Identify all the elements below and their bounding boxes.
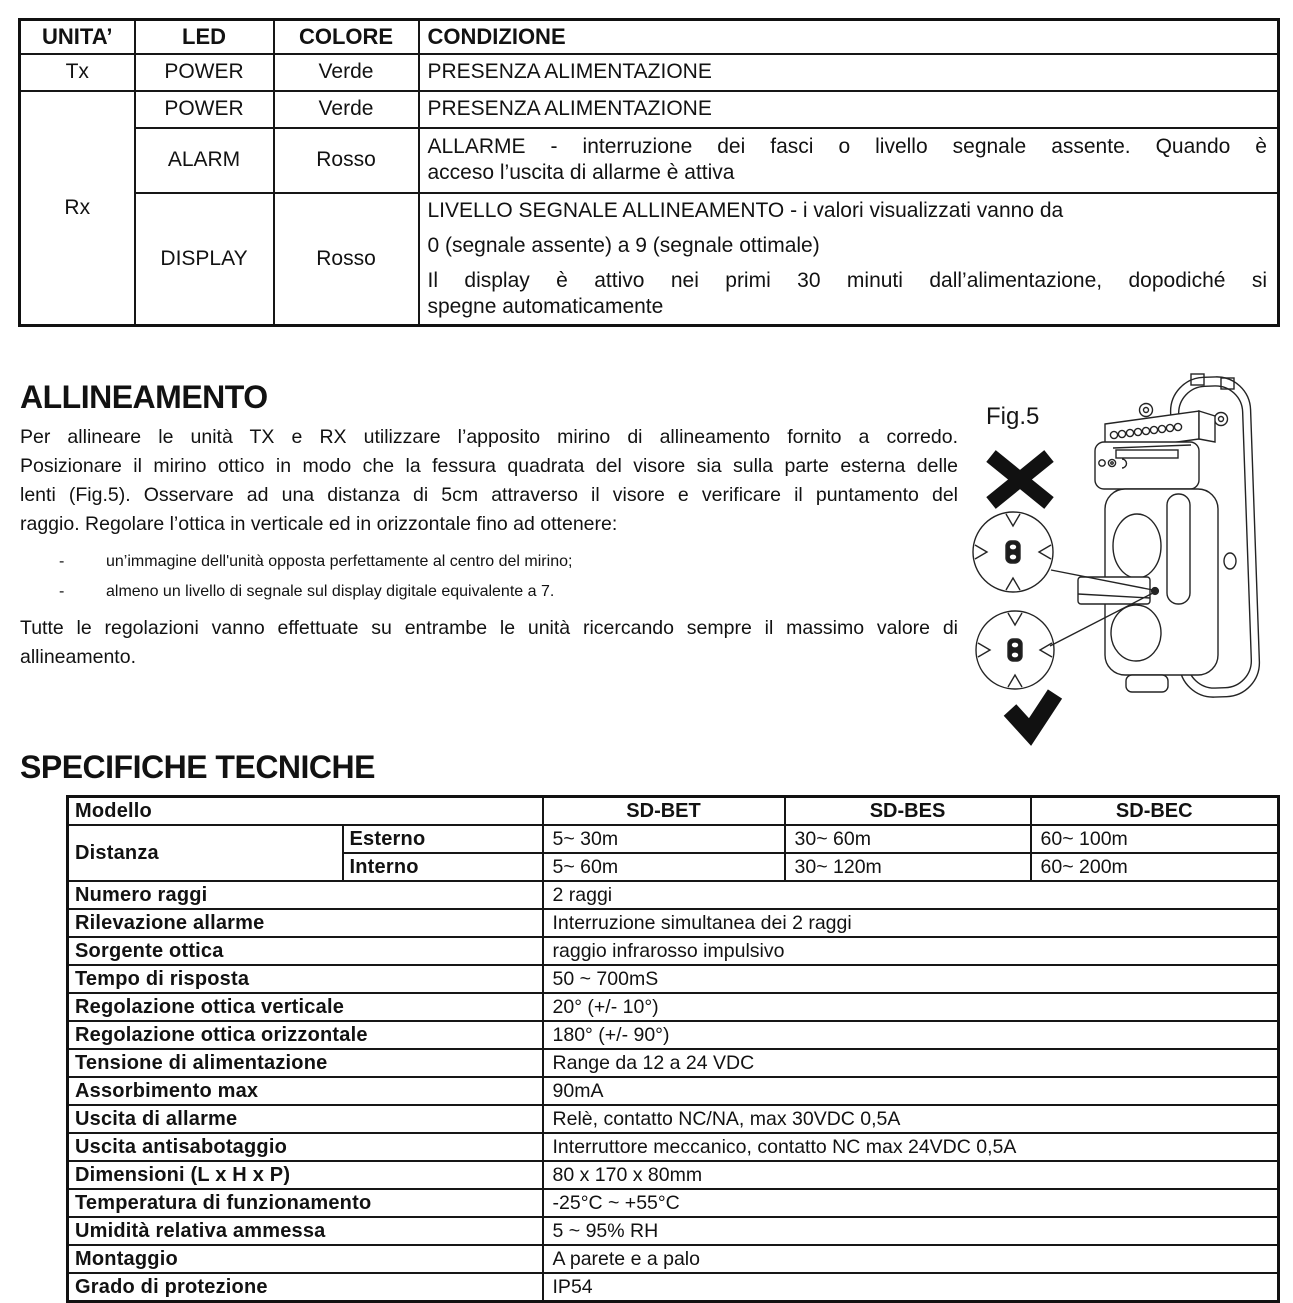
alignment-figure-drawing: [953, 372, 1293, 752]
cell-color: Verde: [274, 91, 419, 128]
upper-lens: [1113, 514, 1161, 578]
lower-lens: [1111, 605, 1161, 661]
bullet-text: almeno un livello di segnale sul display digitale equivalente a 7.: [106, 583, 555, 600]
alignment-paragraph-1: [20, 423, 958, 539]
table-row-rx-alarm: [20, 128, 1279, 193]
spec-label: Sorgente ottica: [68, 937, 543, 965]
spec-label: Regolazione ottica verticale: [68, 993, 543, 1021]
spec-label: Uscita di allarme: [68, 1105, 543, 1133]
table-row-tx-power: [20, 54, 1279, 91]
spec-row: [68, 1245, 1279, 1273]
bullet-dash: -: [59, 553, 65, 570]
spec-row: [68, 1105, 1279, 1133]
spec-row: [68, 993, 1279, 1021]
spec-row: [68, 1217, 1279, 1245]
paragraph-line: Posizionare il mirino ottico in modo che la fessura quadrata del visore sia sulla parte esterna delle: [20, 455, 958, 477]
cell-condition: [419, 128, 1279, 193]
spec-value: Interruzione simultanea dei 2 raggi: [543, 909, 1279, 937]
led-status-table: [18, 18, 1280, 327]
spec-value: -25°C ~ +55°C: [543, 1189, 1279, 1217]
cell-led: POWER: [135, 54, 274, 91]
spec-label-esterno: Esterno: [343, 825, 543, 853]
spec-label-interno: Interno: [343, 853, 543, 881]
cell-led: DISPLAY: [135, 193, 274, 326]
list-item: [20, 547, 958, 577]
spec-label: Regolazione ottica orizzontale: [68, 1021, 543, 1049]
spec-label: Umidità relativa ammessa: [68, 1217, 543, 1245]
spec-row: [68, 881, 1279, 909]
bullet-text: un’immagine dell'unità opposta perfettamente al centro del mirino;: [106, 553, 573, 570]
spec-value: 30~ 60m: [785, 825, 1031, 853]
list-item: [20, 577, 958, 607]
spec-model-row: [68, 797, 1279, 826]
spec-value: 50 ~ 700mS: [543, 965, 1279, 993]
alignment-title: ALLINEAMENTO: [20, 379, 268, 415]
sensor-head: [1095, 442, 1199, 489]
spec-label: Numero raggi: [68, 881, 543, 909]
cell-condition: PRESENZA ALIMENTAZIONE: [419, 91, 1279, 128]
condition-line: spegne automaticamente: [427, 294, 664, 318]
header-condition: CONDIZIONE: [419, 20, 1279, 54]
spec-value: A parete e a palo: [543, 1245, 1279, 1273]
spec-label: Tensione di alimentazione: [68, 1049, 543, 1077]
technical-specs-table: [66, 795, 1280, 1303]
spec-value: Range da 12 a 24 VDC: [543, 1049, 1279, 1077]
spec-value: raggio infrarosso impulsivo: [543, 937, 1279, 965]
spec-value: 60~ 200m: [1031, 853, 1279, 881]
spec-label: Temperatura di funzionamento: [68, 1189, 543, 1217]
led-table-header-row: [20, 20, 1279, 54]
spec-row: [68, 937, 1279, 965]
condition-line: 0 (segnale assente) a 9 (segnale ottimale): [427, 233, 820, 257]
condition-line: ALLARME - interruzione dei fasci o livello segnale assente. Quando è: [427, 135, 1267, 158]
spec-value: 5~ 30m: [543, 825, 785, 853]
spec-row: [68, 1161, 1279, 1189]
spec-value: 60~ 100m: [1031, 825, 1279, 853]
spec-value: Relè, contatto NC/NA, max 30VDC 0,5A: [543, 1105, 1279, 1133]
spec-row: [68, 1021, 1279, 1049]
viewfinder-circle-correct: [976, 611, 1054, 689]
spec-label: Assorbimento max: [68, 1077, 543, 1105]
header-unit: UNITA’: [20, 20, 135, 54]
spec-value: 30~ 120m: [785, 853, 1031, 881]
spec-label-distanza: Distanza: [68, 825, 343, 881]
condition-line: LIVELLO SEGNALE ALLINEAMENTO - i valori visualizzati vanno da: [427, 198, 1064, 222]
figure-5: [953, 372, 1293, 752]
table-row-rx-display: [20, 193, 1279, 326]
model-sd-bes: SD-BES: [785, 797, 1031, 826]
check-mark-icon: [1010, 694, 1055, 732]
specs-title: SPECIFICHE TECNICHE: [20, 749, 375, 785]
cell-led: POWER: [135, 91, 274, 128]
wrong-mark-icon: [991, 456, 1049, 503]
cell-unit-rx: Rx: [20, 91, 135, 326]
cell-led: ALARM: [135, 128, 274, 193]
spec-row: [68, 1077, 1279, 1105]
alignment-bullet-list: [20, 547, 958, 607]
spec-value: 180° (+/- 90°): [543, 1021, 1279, 1049]
cell-color: Rosso: [274, 193, 419, 326]
model-sd-bet: SD-BET: [543, 797, 785, 826]
condition-line: Il display è attivo nei primi 30 minuti dall’alimentazione, dopodiché si: [427, 268, 1267, 292]
spec-label-model: Modello: [68, 797, 543, 826]
spec-label: Dimensioni (L x H x P): [68, 1161, 543, 1189]
paragraph-line: Tutte le regolazioni vanno effettuate su entrambe le unità ricercando sempre il massimo valore di: [20, 617, 958, 639]
spec-label: Uscita antisabotaggio: [68, 1133, 543, 1161]
spec-distance-esterno-row: [68, 825, 1279, 853]
cell-color: Rosso: [274, 128, 419, 193]
spec-value: IP54: [543, 1273, 1279, 1302]
model-sd-bec: SD-BEC: [1031, 797, 1279, 826]
spec-value: 20° (+/- 10°): [543, 993, 1279, 1021]
header-led: LED: [135, 20, 274, 54]
cell-condition: [419, 193, 1279, 326]
spec-row: [68, 1049, 1279, 1077]
paragraph-line: lenti (Fig.5). Osservare ad una distanza di 5cm attraverso il visore e verificare il puntamento del: [20, 484, 958, 506]
spec-label: Tempo di risposta: [68, 965, 543, 993]
figure-label: Fig.5: [986, 403, 1040, 430]
spec-value: 90mA: [543, 1077, 1279, 1105]
spec-value: 80 x 170 x 80mm: [543, 1161, 1279, 1189]
alignment-paragraph-2: [20, 614, 958, 672]
spec-row: [68, 1189, 1279, 1217]
cell-unit-tx: Tx: [20, 54, 135, 91]
spec-row: [68, 1133, 1279, 1161]
cell-color: Verde: [274, 54, 419, 91]
paragraph-line: allineamento.: [20, 646, 136, 668]
spec-row: [68, 909, 1279, 937]
spec-value: Interruttore meccanico, contatto NC max 24VDC 0,5A: [543, 1133, 1279, 1161]
spec-label: Grado di protezione: [68, 1273, 543, 1302]
condition-line: acceso l’uscita di allarme è attiva: [427, 161, 735, 184]
table-row-rx-power: [20, 91, 1279, 128]
paragraph-line: Per allineare le unità TX e RX utilizzare l’apposito mirino di allineamento fornito a corredo.: [20, 426, 958, 448]
spec-row: [68, 1273, 1279, 1302]
cell-condition: PRESENZA ALIMENTAZIONE: [419, 54, 1279, 91]
alignment-section: [20, 378, 958, 672]
header-color: COLORE: [274, 20, 419, 54]
viewfinder-circle-wrong: [973, 512, 1053, 592]
paragraph-line: raggio. Regolare l’ottica in verticale ed in orizzontale fino ad ottenere:: [20, 513, 618, 535]
spec-label: Montaggio: [68, 1245, 543, 1273]
spec-row: [68, 965, 1279, 993]
bullet-dash: -: [59, 583, 65, 600]
spec-label: Rilevazione allarme: [68, 909, 543, 937]
spec-value: 5~ 60m: [543, 853, 785, 881]
spec-value: 2 raggi: [543, 881, 1279, 909]
spec-value: 5 ~ 95% RH: [543, 1217, 1279, 1245]
